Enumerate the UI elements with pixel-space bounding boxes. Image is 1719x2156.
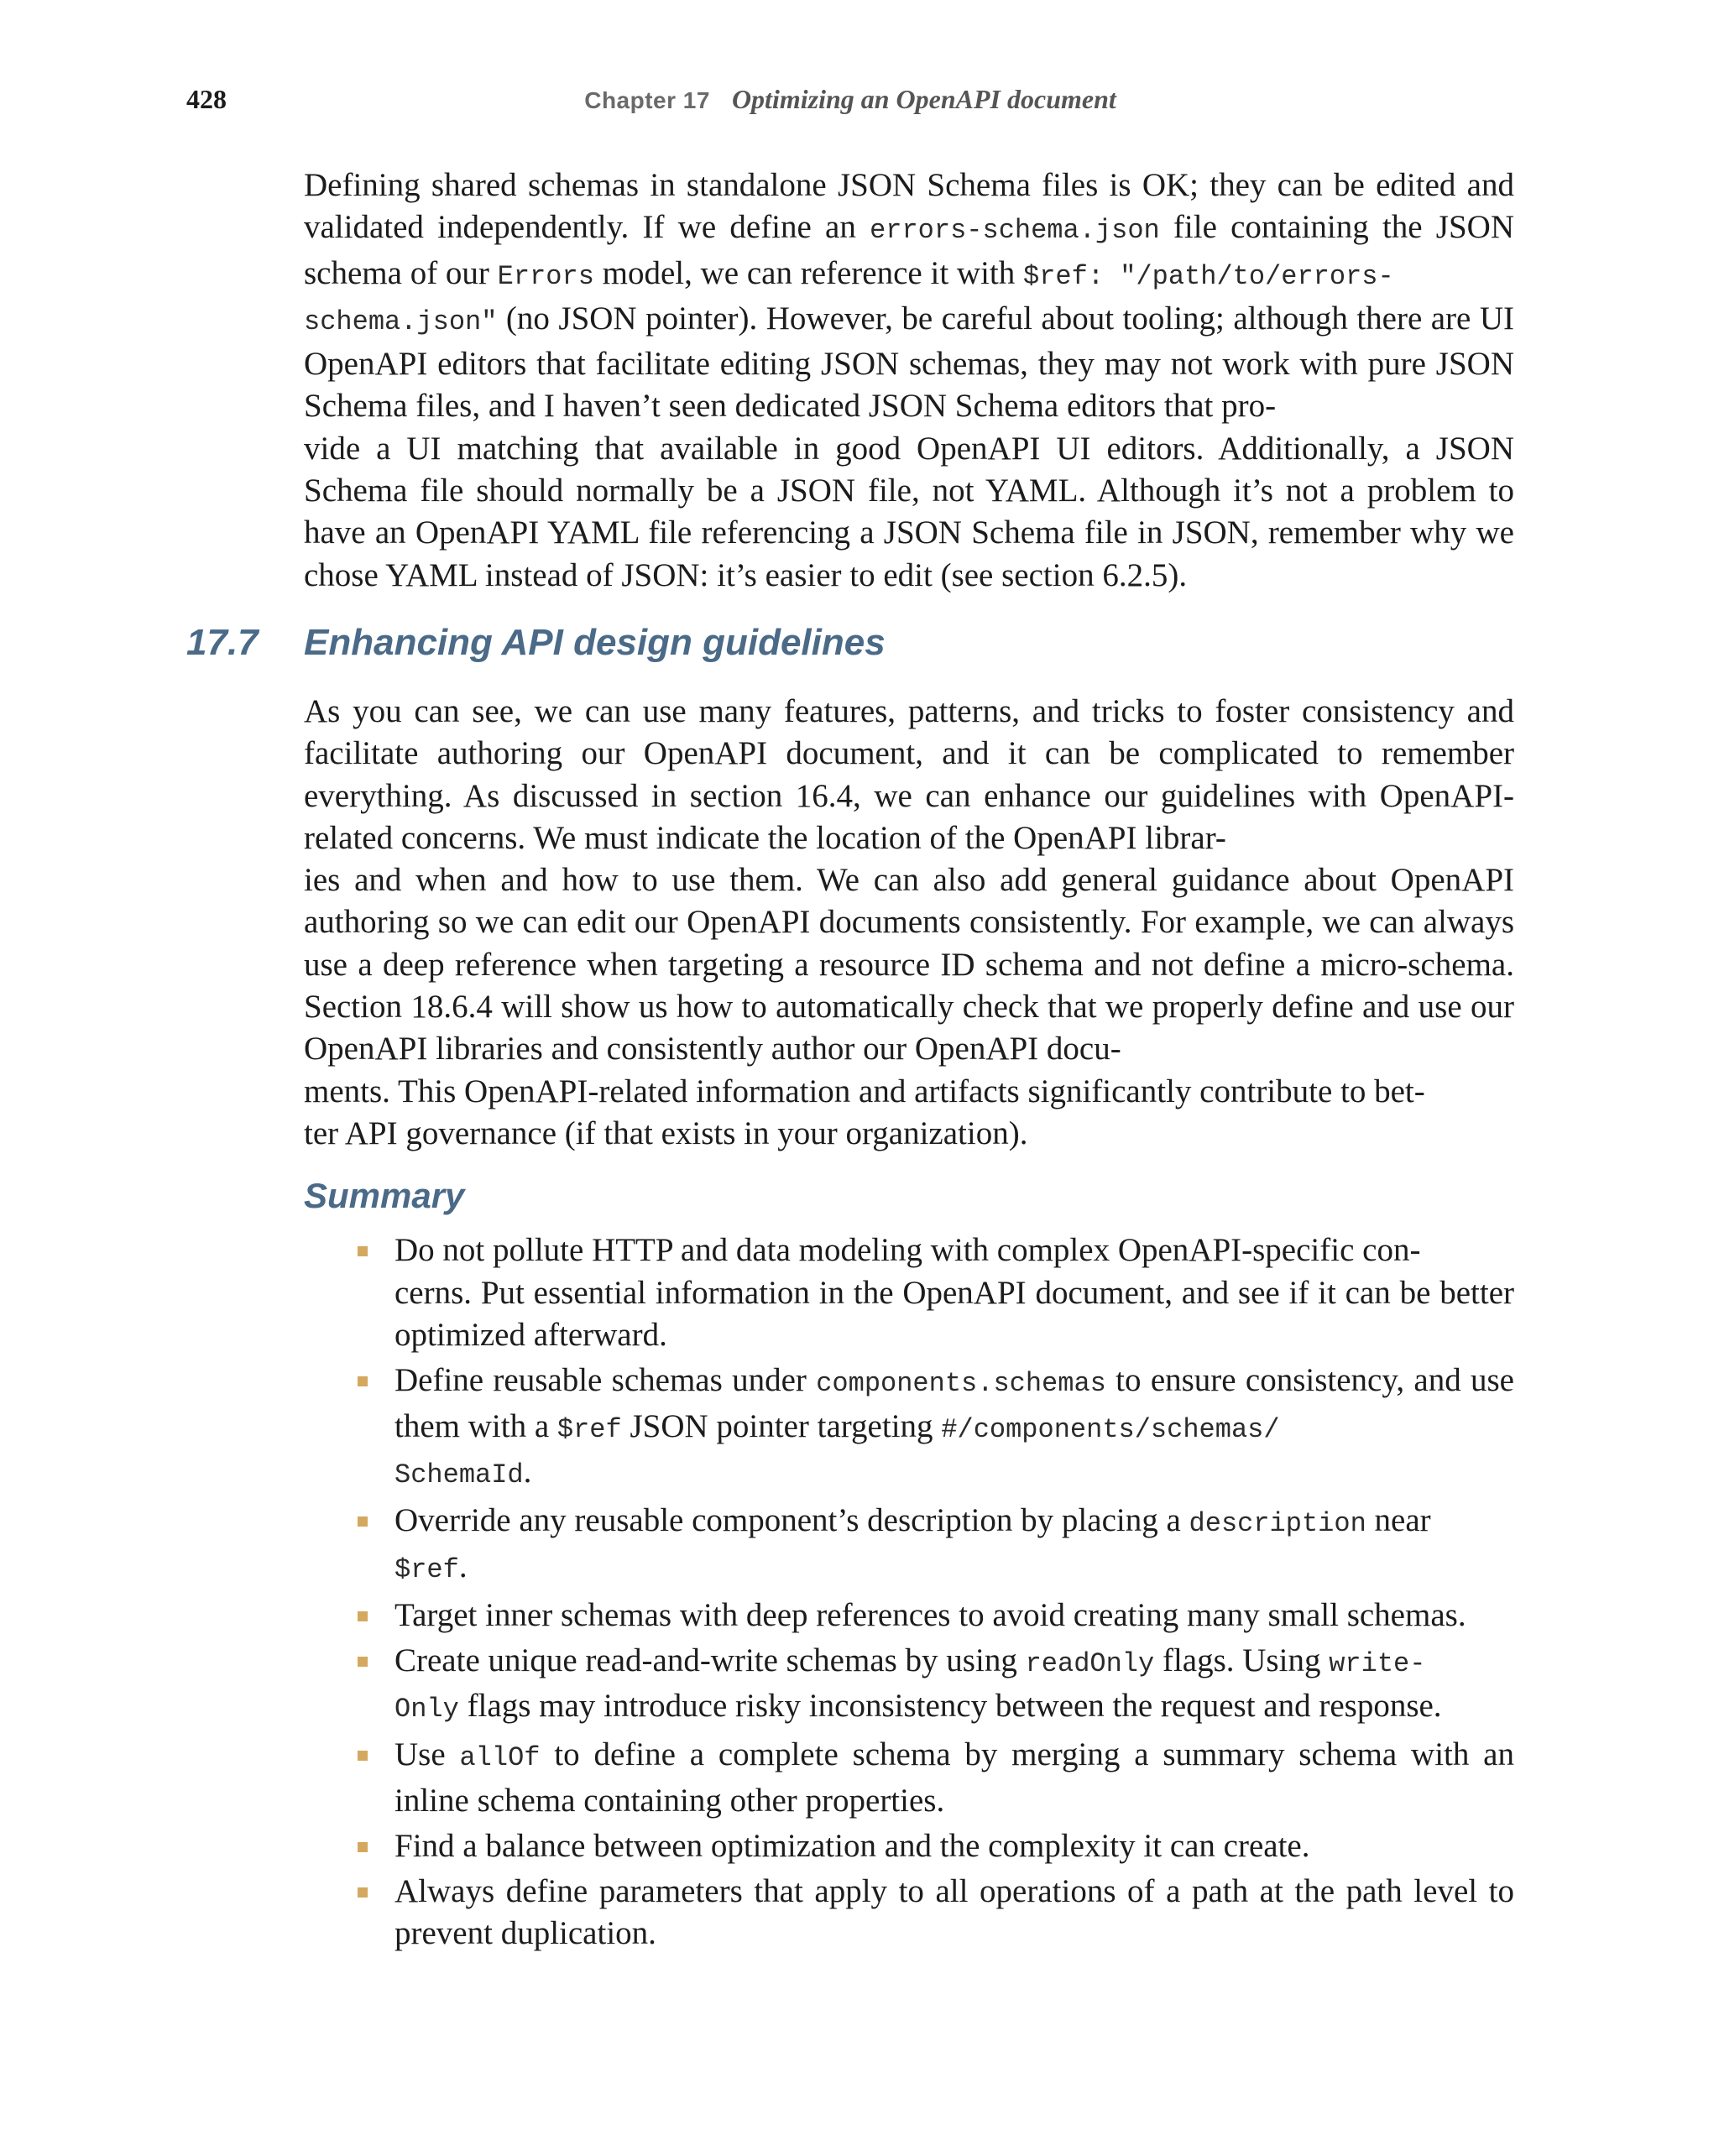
code-inline: Only bbox=[394, 1694, 459, 1725]
code-ref: $ref: "/path/to/errors- bbox=[1023, 260, 1394, 292]
code-inline: description bbox=[1189, 1508, 1366, 1539]
text-run: . bbox=[523, 1454, 532, 1490]
section-title: Enhancing API design guidelines bbox=[304, 622, 886, 663]
text-run: file containing the JSON schema of our bbox=[304, 209, 1514, 291]
running-head bbox=[186, 82, 1514, 124]
intro-paragraph bbox=[304, 164, 1514, 597]
code-inline: #/components/schemas/ bbox=[941, 1413, 1280, 1445]
summary-heading: Summary bbox=[304, 1176, 465, 1215]
text-run: flags may introduce risky inconsistency between the request and response. bbox=[458, 1688, 1442, 1724]
text-run: Find a balance between optimization and the complexity it can create. bbox=[394, 1827, 1310, 1864]
bullet-square-icon bbox=[358, 1611, 368, 1621]
bullet-square-icon bbox=[358, 1657, 368, 1667]
bullet-square-icon bbox=[358, 1246, 368, 1256]
text-run: Use bbox=[394, 1736, 460, 1772]
list-item bbox=[394, 1229, 1514, 1357]
code-ref: schema.json" bbox=[304, 305, 498, 337]
text-run: Defining shared schemas in standalone JSON Schema files is OK; they can be edited and validated independently. If we define an bbox=[304, 167, 1514, 246]
text-run: ter API governance (if that exists in your organization). bbox=[304, 1115, 1028, 1151]
text-run: (no JSON pointer). However, be careful about tooling; although there are UI OpenAPI editors that facilitate editing JSON schemas, they may not work with pure JSON Schema files, and I haven’t seen dedicated JSON Schema editors that pro- bbox=[304, 300, 1514, 425]
text-run: vide a UI matching that available in good OpenAPI UI editors. Additionally, a JSON Schema file should normally be a JSON file, not YAML. Although it’s not a problem to have an OpenAPI YAML file referencing a JSON Schema file in JSON, remember why we chose YAML instead of JSON: it’s easier to edit (see section 6.2.5). bbox=[304, 430, 1514, 593]
list-item bbox=[394, 1871, 1514, 1955]
text-run: Do not pollute HTTP and data modeling with complex OpenAPI-specific con- bbox=[394, 1232, 1421, 1268]
text-run: As you can see, we can use many features, patterns, and tricks to foster consistency and facilitate authoring our OpenAPI document, and it can be complicated to remember everything. As discussed in section 16.4, we can enhance our guidelines with OpenAPI-related concerns. We must indicate the location of the OpenAPI librar- bbox=[304, 693, 1514, 856]
code-inline: SchemaId bbox=[394, 1459, 524, 1490]
list-item bbox=[394, 1734, 1514, 1822]
code-inline: write- bbox=[1329, 1647, 1426, 1679]
bullet-square-icon bbox=[358, 1376, 368, 1386]
bullet-square-icon bbox=[358, 1887, 368, 1898]
list-item bbox=[394, 1360, 1514, 1497]
code-inline: components.schemas bbox=[816, 1368, 1106, 1399]
text-run: Create unique read-and-write schemas by using bbox=[394, 1642, 1026, 1678]
text-run: Override any reusable component’s description by placing a bbox=[394, 1502, 1189, 1538]
text-run: cerns. Put essential information in the OpenAPI document, and see if it can be better optimized afterward. bbox=[394, 1274, 1514, 1353]
text-run: ies and when and how to use them. We can also add general guidance about OpenAPI authoring so we can edit our OpenAPI documents consistently. For example, we can always use a deep reference when targeting a resource ID schema and not define a micro-schema. Section 18.6.4 will show us how to automatically check that we properly define and use our OpenAPI libraries and consistently author our OpenAPI docu- bbox=[304, 862, 1514, 1068]
section-number: 17.7 bbox=[186, 622, 259, 663]
text-run: Target inner schemas with deep references to avoid creating many small schemas. bbox=[394, 1596, 1466, 1633]
list-item bbox=[394, 1640, 1514, 1731]
summary-list bbox=[394, 1229, 1514, 1958]
text-run: . bbox=[458, 1548, 468, 1584]
code-model: Errors bbox=[497, 260, 594, 292]
code-inline: $ref bbox=[394, 1553, 459, 1585]
text-run: flags. Using bbox=[1154, 1642, 1330, 1678]
bullet-square-icon bbox=[358, 1751, 368, 1761]
chapter-label: Chapter 17 bbox=[584, 87, 710, 113]
code-inline: allOf bbox=[459, 1742, 541, 1773]
text-run: to ensure consistency, and use them with a bbox=[394, 1362, 1514, 1444]
list-item bbox=[394, 1500, 1514, 1591]
chapter-heading bbox=[186, 82, 1514, 117]
code-inline: readOnly bbox=[1025, 1647, 1155, 1679]
text-run: JSON pointer targeting bbox=[621, 1407, 942, 1444]
section-heading bbox=[186, 619, 1514, 666]
text-run: model, we can reference it with bbox=[593, 254, 1023, 291]
text-run: Always define parameters that apply to all operations of a path at the path level to prevent duplication. bbox=[394, 1872, 1514, 1951]
page-number: 428 bbox=[186, 84, 227, 114]
text-run: ments. This OpenAPI-related information and artifacts significantly contribute to bet- bbox=[304, 1073, 1425, 1109]
list-item bbox=[394, 1595, 1514, 1637]
bullet-square-icon bbox=[358, 1517, 368, 1527]
guidelines-paragraph bbox=[304, 691, 1514, 1155]
bullet-square-icon bbox=[358, 1842, 368, 1852]
text-run: Define reusable schemas under bbox=[394, 1362, 817, 1398]
code-inline: $ref bbox=[556, 1413, 622, 1445]
text-run: to define a complete schema by merging a summary schema with an inline schema containing other properties. bbox=[394, 1736, 1514, 1819]
chapter-title: Optimizing an OpenAPI document bbox=[731, 84, 1116, 114]
text-run: near bbox=[1366, 1502, 1431, 1538]
code-filename: errors-schema.json bbox=[870, 215, 1160, 247]
list-item bbox=[394, 1825, 1514, 1868]
